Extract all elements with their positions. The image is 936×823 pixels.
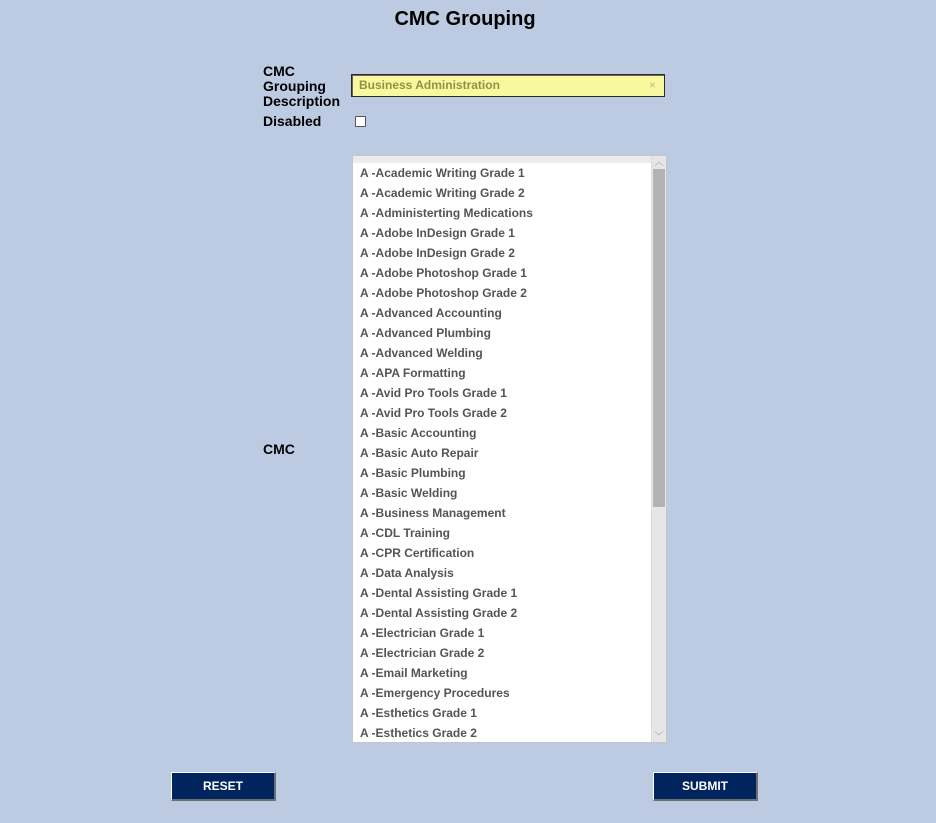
description-input[interactable]	[351, 74, 665, 97]
cmc-option[interactable]: A -Advanced Plumbing	[360, 326, 491, 340]
page-title: CMC Grouping	[394, 8, 536, 30]
cmc-option[interactable]: A -Email Marketing	[360, 666, 468, 680]
cmc-option[interactable]: A -Electrician Grade 1	[360, 626, 485, 640]
cmc-option[interactable]: A -Basic Plumbing	[360, 466, 466, 480]
cmc-option[interactable]: A -CDL Training	[360, 526, 450, 540]
cmc-option[interactable]: A -Data Analysis	[360, 566, 454, 580]
cmc-option[interactable]: A -Advanced Welding	[360, 346, 483, 360]
cmc-option[interactable]: A -CPR Certification	[360, 546, 475, 560]
disabled-label: Disabled	[263, 113, 322, 129]
submit-button[interactable]: SUBMIT	[653, 772, 758, 801]
listbox-scrollbar[interactable]	[651, 156, 666, 742]
cmc-option[interactable]: A -Advanced Accounting	[360, 306, 502, 320]
cmc-option-list	[353, 163, 652, 743]
cmc-option[interactable]: A -Adobe Photoshop Grade 1	[360, 266, 527, 280]
cmc-option[interactable]: A -Administerting Medications	[360, 206, 533, 220]
cmc-option[interactable]: A -Adobe InDesign Grade 1	[360, 226, 515, 240]
cmc-option[interactable]: A -Business Management	[360, 506, 506, 520]
reset-button[interactable]: RESET	[171, 772, 276, 801]
cmc-label: CMC	[263, 441, 295, 457]
cmc-option[interactable]: A -Basic Welding	[360, 486, 458, 500]
listbox-top-strip	[353, 156, 652, 163]
cmc-option[interactable]: A -Dental Assisting Grade 1	[360, 586, 518, 600]
cmc-option[interactable]: A -Esthetics Grade 2	[360, 726, 477, 740]
cmc-option[interactable]: A -APA Formatting	[360, 366, 466, 380]
cmc-option[interactable]: A -Dental Assisting Grade 2	[360, 606, 518, 620]
scrollbar-thumb[interactable]	[653, 169, 665, 507]
description-label: CMC Grouping Description	[263, 63, 341, 109]
cmc-option[interactable]: A -Academic Writing Grade 1	[360, 166, 525, 180]
cmc-option[interactable]: A -Adobe InDesign Grade 2	[360, 246, 515, 260]
cmc-option[interactable]: A -Basic Auto Repair	[360, 446, 479, 460]
cmc-option[interactable]: A -Avid Pro Tools Grade 1	[360, 386, 507, 400]
description-value[interactable]: Business Administration	[359, 78, 500, 92]
cmc-option[interactable]: A -Adobe Photoshop Grade 2	[360, 286, 527, 300]
cmc-option[interactable]: A -Esthetics Grade 1	[360, 706, 477, 720]
cmc-option[interactable]: A -Academic Writing Grade 2	[360, 186, 525, 200]
clear-icon[interactable]: ×	[648, 78, 656, 92]
cmc-option[interactable]: A -Emergency Procedures	[360, 686, 510, 700]
scroll-down-icon[interactable]: ﹀	[654, 731, 664, 741]
scroll-up-icon[interactable]: ︿	[654, 157, 664, 167]
cmc-listbox[interactable]	[352, 155, 667, 743]
cmc-option[interactable]: A -Avid Pro Tools Grade 2	[360, 406, 507, 420]
cmc-option[interactable]: A -Basic Accounting	[360, 426, 477, 440]
cmc-option[interactable]: A -Electrician Grade 2	[360, 646, 485, 660]
disabled-checkbox[interactable]	[355, 116, 366, 127]
